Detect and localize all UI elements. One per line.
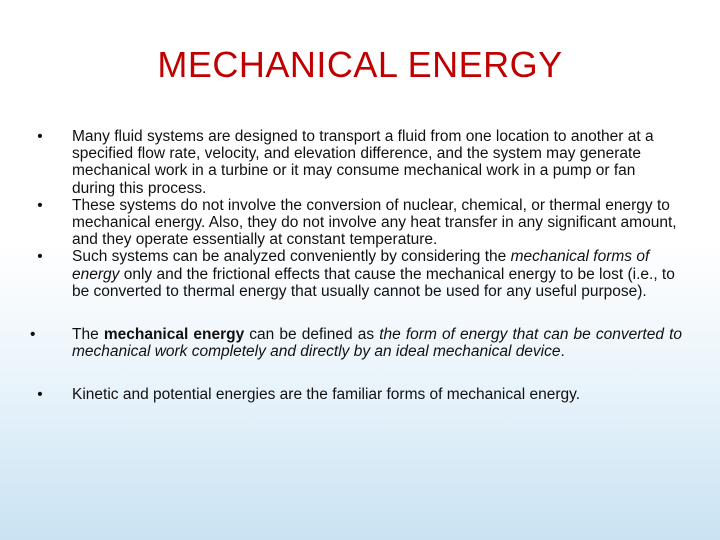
bullet-text: These systems do not involve the conversion of nuclear, chemical, or thermal energy to mechanical energy. Also, they do not involve any heat transfer in any significant amount, and they operate essentially at constant temperature. (72, 196, 677, 249)
bullet-text-part: The (72, 326, 104, 344)
bullet-marker: • (37, 196, 43, 214)
bullet-text-part: Such systems can be analyzed conveniently by considering the (72, 248, 511, 266)
bullet-marker: • (37, 386, 43, 404)
bullet-text-part: only and the frictional effects that cause the mechanical energy to be lost (i.e., to be converted to thermal energy that usually cannot be used for any useful purpose). (72, 265, 675, 300)
bullet-marker: • (30, 326, 36, 344)
slide-title: MECHANICAL ENERGY (157, 44, 563, 85)
bullet-text-part: . (560, 343, 565, 361)
bullet-item-3 (30, 248, 682, 300)
bullet-text-bold: mechanical energy (103, 326, 245, 344)
bullet-text-italic: mechanical forms of energy (72, 248, 650, 283)
bullet-text: Many fluid systems are designed to transport a fluid from one location to another at a specified flow rate, velocity, and elevation difference, and the system may generate mechanical work in a turbine or it may consume mechanical work in a pump or fan during this process. (72, 128, 654, 197)
bullet-marker: • (37, 248, 43, 266)
bullet-text-italic: the form of energy that can be converted to mechanical work completely and directly by an ideal mechanical device (72, 326, 683, 361)
bullet-item-2 (30, 197, 682, 249)
bullet-list (30, 128, 682, 404)
bullet-item-1 (30, 128, 682, 197)
bullet-text: Kinetic and potential energies are the familiar forms of mechanical energy. (72, 386, 581, 404)
bullet-marker: • (37, 128, 43, 145)
bullet-text-part: can be defined as (244, 326, 380, 344)
bullet-item-5 (30, 386, 682, 403)
bullet-item-4 (30, 326, 682, 360)
